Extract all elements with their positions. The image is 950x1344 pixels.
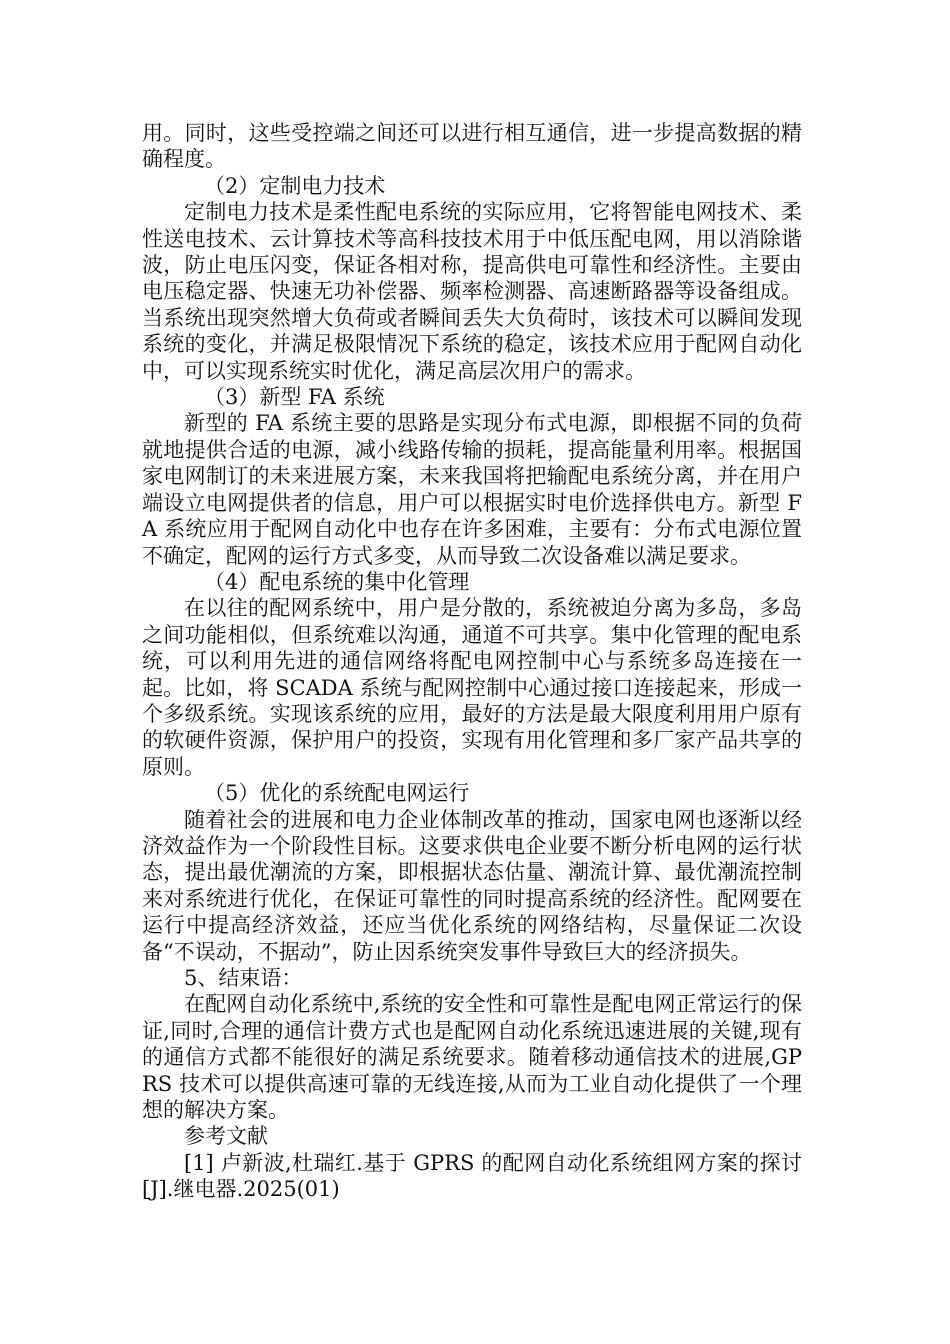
- section-heading-conclusion: 5、结束语：: [184, 966, 303, 990]
- section-heading-new-fa-system: （3）新型 FA 系统: [204, 385, 385, 410]
- section-heading-references: 参考文献: [184, 1124, 268, 1149]
- section-heading-centralized-management: （4）配电系统的集中化管理: [204, 569, 470, 594]
- paragraph-optimized-operation: 随着社会的进展和电力企业体制改革的推动，国家电网也逐渐以经济效益作为一个阶段性目标。这要求供电企业要不断分析电网的运行状态，提出最优潮流的方案，即根据状态估量、潮流计算、最优潮流控制来对系统进行优化，在保证可靠性的同时提高系统的经济性。配网要在运行中提高经济效益，还应当优化系统的网络结构，尽量保证二次设备“不误动，不据动”，防止因系统突发事件导致巨大的经济损失。: [142, 807, 802, 964]
- paragraph-continuation: 用。同时，这些受控端之间还可以进行相互通信，进一步提高数据的精确程度。: [142, 121, 802, 172]
- reference-item: [1] 卢新波,杜瑞红.基于 GPRS 的配网自动化系统组网方案的探讨[J].继电器.2025(01): [142, 1150, 802, 1202]
- section-heading-optimized-operation: （5）优化的系统配电网运行: [204, 781, 470, 806]
- section-heading-custom-power: （2）定制电力技术: [204, 173, 386, 198]
- paragraph-new-fa-system: 新型的 FA 系统主要的思路是实现分布式电源，即根据不同的负荷就地提供合适的电源，减小线路传输的损耗，提高能量利用率。根据国家电网制订的未来进展方案，未来我国将把输配电系统分离，并在用户端设立电网提供者的信息，用户可以根据实时电价选择供电方。新型 FA 系统应用于配网自动化中也存在许多困难，主要有：分布式电源位置不确定，配网的运行方式多变，从而导致二次设备难以满足要求。: [142, 411, 802, 568]
- paragraph-conclusion: 在配网自动化系统中,系统的安全性和可靠性是配电网正常运行的保证,同时,合理的通信计费方式也是配网自动化系统迅速进展的关键,现有的通信方式都不能很好的满足系统要求。随着移动通信技术的进展,GPRS 技术可以提供高速可靠的无线连接,从而为工业自动化提供了一个理想的解决方案。: [142, 992, 802, 1123]
- paragraph-custom-power: 定制电力技术是柔性配电系统的实际应用，它将智能电网技术、柔性送电技术、云计算技术等高科技技术用于中低压配电网，用以消除谐波，防止电压闪变，保证各相对称，提高供电可靠性和经济性。主要由电压稳定器、快速无功补偿器、频率检测器、高速断路器等设备组成。当系统出现突然增大负荷或者瞬间丢失大负荷时，该技术可以瞬间发现系统的变化，并满足极限情况下系统的稳定，该技术应用于配网自动化中，可以实现系统实时优化，满足高层次用户的需求。: [142, 200, 802, 383]
- document-page: [142, 120, 802, 1203]
- paragraph-centralized-management: 在以往的配网系统中，用户是分散的，系统被迫分离为多岛，多岛之间功能相似，但系统难以沟通，通道不可共享。集中化管理的配电系统，可以利用先进的通信网络将配电网控制中心与系统多岛连接在一起。比如，将 SCADA 系统与配网控制中心通过接口连接起来，形成一个多级系统。实现该系统的应用，最好的方法是最大限度利用用户原有的软硬件资源，保护用户的投资，实现有用化管理和多厂家产品共享的原则。: [142, 596, 802, 779]
